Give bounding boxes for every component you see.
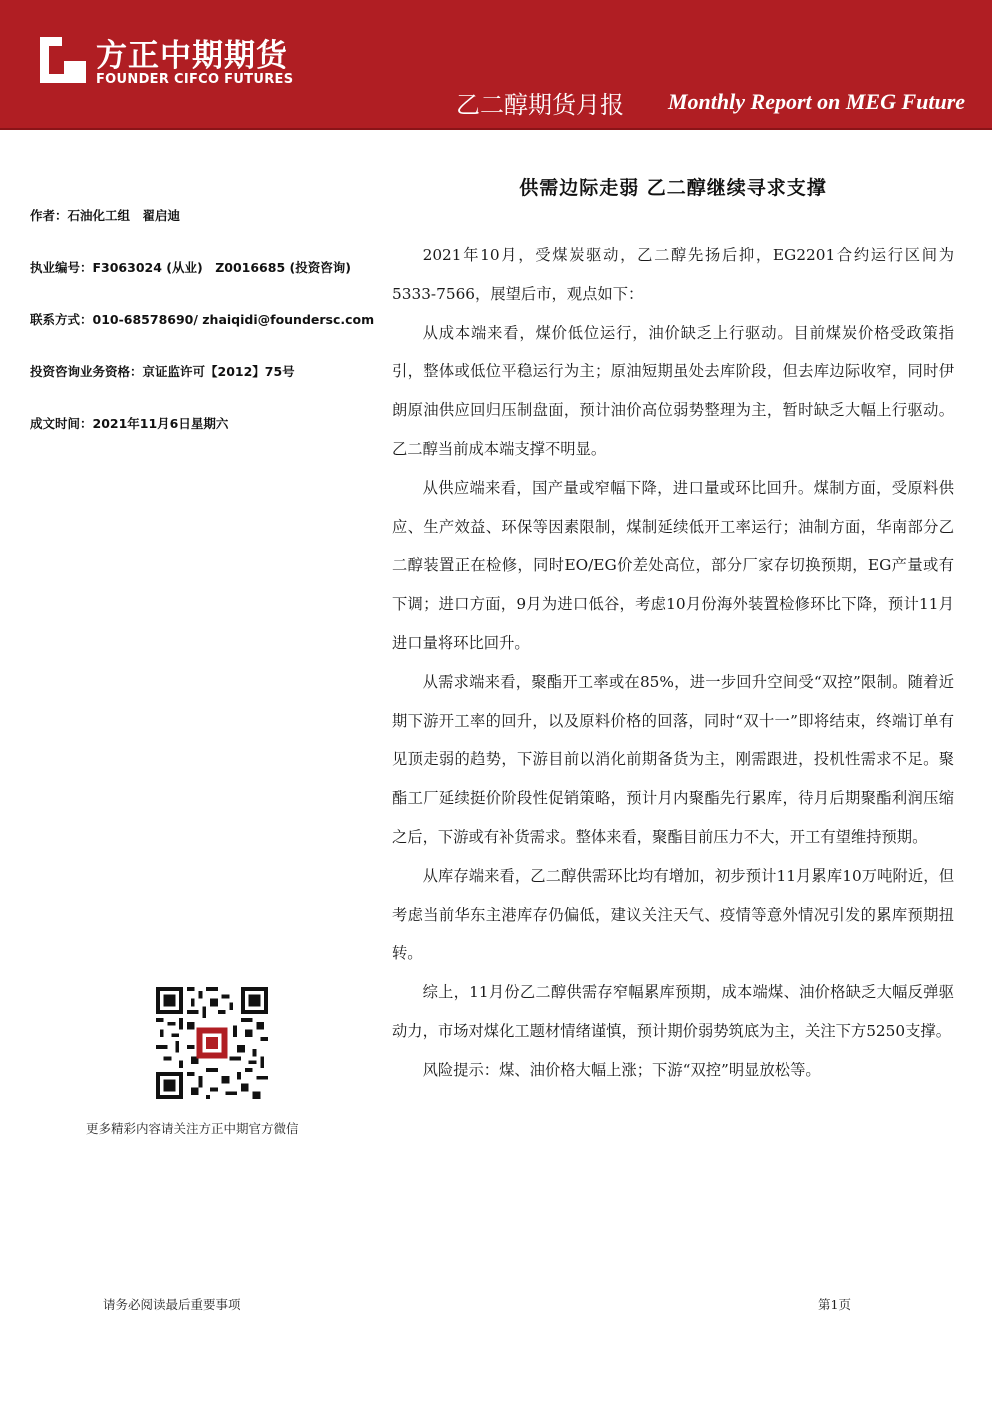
paragraph-intro: 2021年10月，受煤炭驱动，乙二醇先扬后抑，EG2201合约运行区间为5333-7566，展望后市，观点如下： [392,246,954,303]
report-title-cn: 乙二醇期货月报 [456,91,624,119]
article-body [392,236,954,1090]
qr-caption: 更多精彩内容请关注方正中期官方微信 [86,1121,299,1136]
paragraph-summary: 综上，11月份乙二醇供需存窄幅累库预期，成本端煤、油价格缺乏大幅反弹驱动力，市场对煤化工题材情绪谨慎，预计期价弱势筑底为主，关注下方5250支撑。 [392,983,954,1040]
header-divider [0,128,992,130]
paragraph-inventory: 从库存端来看，乙二醇供需环比均有增加，初步预计11月累库10万吨附近，但考虑当前华东主港库存仍偏低，建议关注天气、疫情等意外情况引发的累库预期扭转。 [392,866,954,963]
paragraph-demand: 从需求端来看，聚酯开工率或在85%，进一步回升空间受“双控”限制。随着近期下游开工率的回升，以及原料价格的回落，同时“双十一”即将结束，终端订单有见顶走弱的趋势，下游目前以消化前期备货为主，刚需跟进，投机性需求不足。聚酯工厂延续挺价阶段性促销策略，预计月内聚酯先行累库，待月后期聚酯利润压缩之后，下游或有补货需求。整体来看，聚酯目前压力不大，开工有望维持预期。 [392,672,954,846]
contact-line: 联系方式：010-68578690/ zhaiqidi@foundersc.com [30,312,375,327]
brand-name-en: FOUNDER CIFCO FUTURES [96,72,294,87]
founder-logo-icon [40,37,86,83]
paragraph-cost: 从成本端来看，煤价低位运行，油价缺乏上行驱动。目前煤炭价格受政策指引，整体或低位平稳运行为主；原油短期虽处去库阶段，但去库边际收窄，同时伊朗原油供应回归压制盘面，预计油价高位弱势整理为主，暂时缺乏大幅上行驱动。乙二醇当前成本端支撑不明显。 [392,323,954,458]
page-header [0,0,992,128]
qr-code-icon [156,987,268,1099]
report-title-en: Monthly Report on MEG Future [668,89,966,114]
article-title: 供需边际走弱 乙二醇继续寻求支撑 [519,177,827,199]
paragraph-risk: 风险提示：煤、油价格大幅上涨；下游“双控”明显放松等。 [422,1060,821,1079]
qualification-line: 投资咨询业务资格：京证监许可【2012】75号 [30,364,295,379]
page-number: 第1页 [818,1297,851,1312]
license-line: 执业编号：F3063024 (从业) Z0016685 (投资咨询) [30,260,351,275]
brand-name-cn: 方正中期期货 [96,38,288,74]
paragraph-supply: 从供应端来看，国产量或窄幅下降，进口量或环比回升。煤制方面，受原料供应、生产效益、环保等因素限制，煤制延续低开工率运行；油制方面，华南部分乙二醇装置正在检修，同时EO/EG价差处高位，部分厂家存切换预期，EG产量或有下调；进口方面，9月为进口低谷，考虑10月份海外装置检修环比下降，预计11月进口量将环比回升。 [392,478,954,652]
date-line: 成文时间：2021年11月6日星期六 [30,416,229,431]
footer-notice: 请务必阅读最后重要事项 [103,1297,241,1312]
author-line: 作者：石油化工组 翟启迪 [30,208,181,223]
